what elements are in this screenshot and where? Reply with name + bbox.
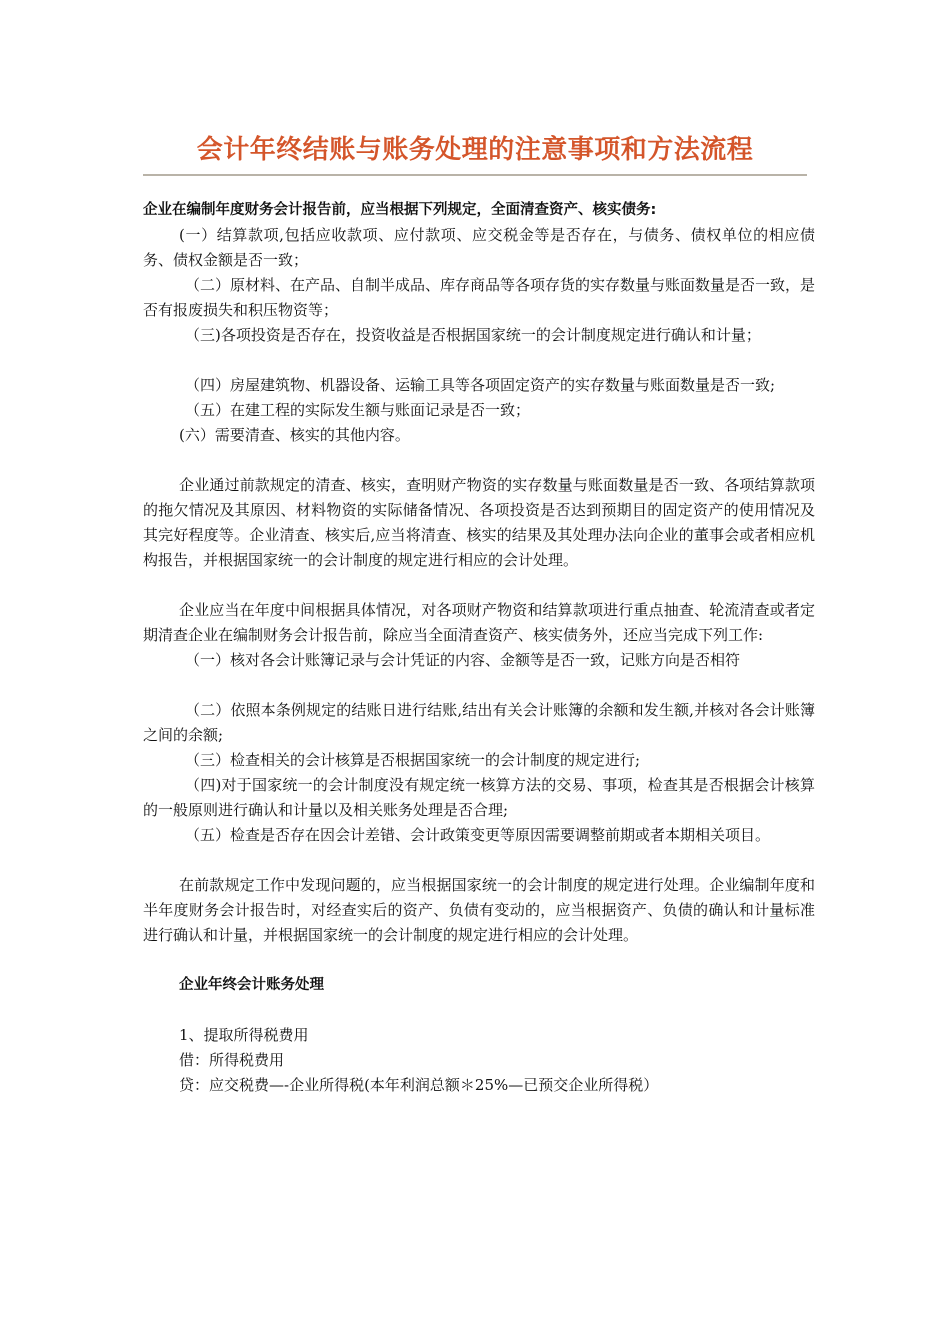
checklist2-item-3: （三）检查相关的会计核算是否根据国家统一的会计制度的规定进行; [185,751,641,769]
issues-paragraph: 在前款规定工作中发现问题的，应当根据国家统一的会计制度的规定进行处理。企业编制年度和半年度财务会计报告时，对经查实后的资产、负债有变动的，应当根据资产、负债的确认和计量标准进行确认和计量，并根据国家统一的会计制度的规定进行相应的会计处理。 [143,876,815,944]
midyear-paragraph: 企业应当在年度中间根据具体情况，对各项财产物资和结算款项进行重点抽查、轮流清查或者定期清查企业在编制财务会计报告前，除应当全面清查资产、核实债务外，还应当完成下列工作: [143,601,815,644]
verification-paragraph: 企业通过前款规定的清查、核实，查明财产物资的实存数量与账面数量是否一致、各项结算款项的拖欠情况及其原因、材料物资的实际储备情况、各项投资是否达到预期目的固定资产的使用情况及其完好程度等。企业清查、核实后,应当将清查、核实的结果及其处理办法向企业的董事会或者相应机构报告，并根据国家统一的会计制度的规定进行相应的会计处理。 [143,476,815,569]
spacer [143,673,815,698]
checklist1-item-4: （四）房屋建筑物、机器设备、运输工具等各项固定资产的实存数量与账面数量是否一致; [185,376,776,394]
checklist1-item-6: (六）需要清查、核实的其他内容。 [179,426,410,444]
entry-credit: 贷：应交税费—-企业所得税(本年利润总额＊25%—已预交企业所得税） [179,1076,659,1094]
checklist1-item-3: （三)各项投资是否存在，投资收益是否根据国家统一的会计制度规定进行确认和计量； [185,326,761,344]
title-divider [143,174,807,176]
document-body [143,198,815,1098]
checklist2-item-5: （五）检查是否存在因会计差错、会计政策变更等原因需要调整前期或者本期相关项目。 [185,826,771,844]
entry-debit: 借：所得税费用 [179,1051,285,1069]
checklist1-item-2: （二）原材料、在产品、自制半成品、库存商品等各项存货的实存数量与账面数量是否一致，是否有报废损失和积压物资等； [143,276,816,319]
entry-step: 1、提取所得税费用 [179,1026,309,1044]
spacer [143,348,815,373]
checklist2-item-4: （四)对于国家统一的会计制度没有规定统一核算方法的交易、事项，检查其是否根据会计核算的一般原则进行确认和计量以及相关账务处理是否合理; [143,776,815,819]
spacer [143,448,815,473]
spacer [143,573,815,598]
document-title: 会计年终结账与账务处理的注意事项和方法流程 [196,135,754,165]
checklist1-item-5: （五）在建工程的实际发生额与账面记录是否一致； [185,401,531,419]
spacer [143,848,815,873]
spacer [143,998,815,1023]
spacer [143,948,815,973]
checklist1-item-1: (一）结算款项,包括应收款项、应付款项、应交税金等是否存在，与债务、债权单位的相应债务、债权金额是否一致； [143,226,815,269]
section-heading: 企业年终会计账务处理 [179,977,324,993]
checklist2-item-2: （二）依照本条例规定的结账日进行结账,结出有关会计账簿的余额和发生额,并核对各会计账簿之间的余额; [143,701,815,744]
checklist2-item-1: （一）核对各会计账簿记录与会计凭证的内容、金额等是否一致，记账方向是否相符 [185,651,741,669]
intro-paragraph: 企业在编制年度财务会计报告前，应当根据下列规定，全面清查资产、核实债务: [143,202,657,218]
